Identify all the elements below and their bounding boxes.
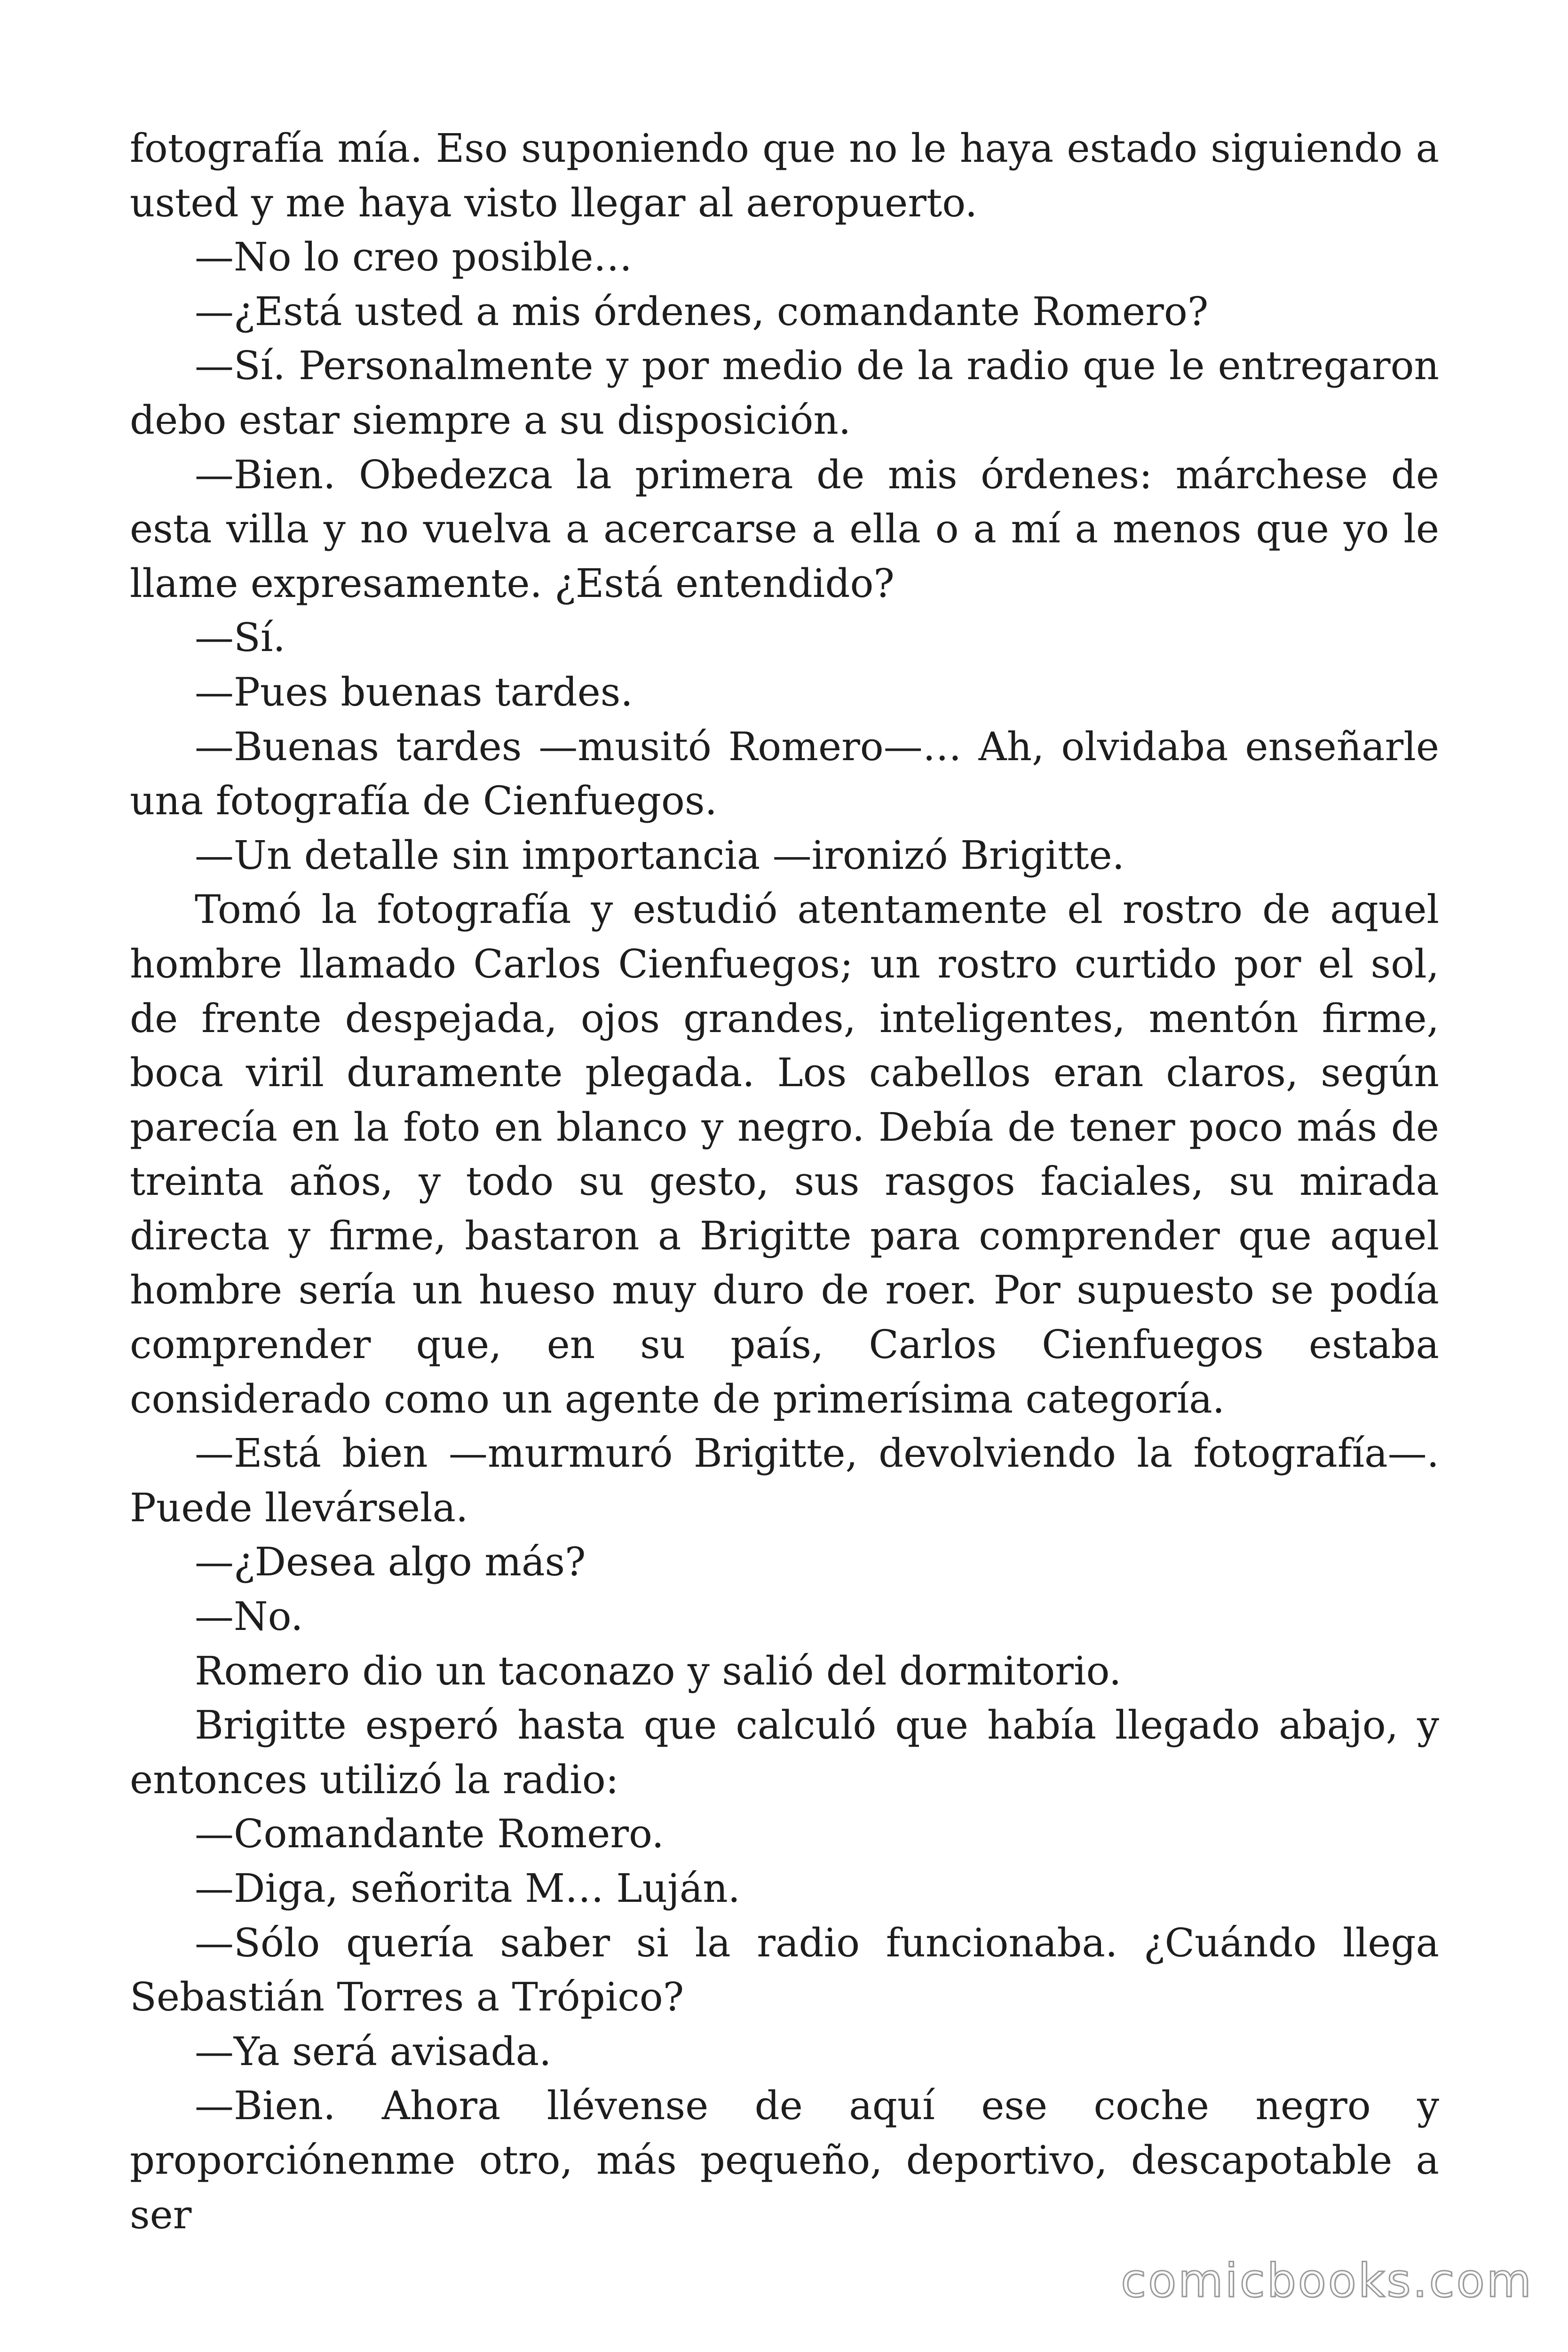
paragraph: Tomó la fotografía y estudió atentamente el rostro de aquel hombre llamado Carlos Cienfuegos; un rostro curtido por el sol, de frente despejada, ojos grandes, inteligentes, mentón firme, boca viril duramente plegada. Los cabellos eran claros, según parecía en la foto en blanco y negro. Debía de tener poco más de treinta años, y todo su gesto, sus rasgos faciales, su mirada directa y firme, bastaron a Brigitte para comprender que aquel hombre sería un hueso muy duro de roer. Por supuesto se podía comprender que, en su país, Carlos Cienfuegos estaba considerado como un agente de primerísima categoría. — [130, 887, 1439, 1422]
paragraph: —Buenas tardes —musitó Romero—… Ah, olvidaba enseñarle una fotografía de Cienfuegos. — [130, 723, 1439, 824]
paragraph: —Sí. — [195, 615, 285, 661]
book-page-text — [130, 121, 1439, 2242]
paragraph: —No. — [195, 1594, 303, 1640]
paragraph: —Bien. Ahora llévense de aquí ese coche negro y proporciónenme otro, más pequeño, deportivo, descapotable a ser — [130, 2083, 1439, 2238]
paragraph: —Un detalle sin importancia —ironizó Brigitte. — [195, 832, 1125, 878]
paragraph: —Sí. Personalmente y por medio de la radio que le entregaron debo estar siempre a su disposición. — [130, 343, 1439, 443]
paragraph: —Sólo quería saber si la radio funcionaba. ¿Cuándo llega Sebastián Torres a Trópico? — [130, 1920, 1439, 2020]
paragraph: —Ya será avisada. — [195, 2028, 552, 2074]
paragraph: Brigitte esperó hasta que calculó que había llegado abajo, y entonces utilizó la radio: — [130, 1702, 1439, 1803]
paragraph: —Comandante Romero. — [195, 1811, 664, 1857]
paragraph: fotografía mía. Eso suponiendo que no le haya estado siguiendo a usted y me haya visto llegar al aeropuerto. — [130, 126, 1439, 226]
paragraph: —Diga, señorita M… Luján. — [195, 1866, 741, 1911]
paragraph: —¿Desea algo más? — [195, 1539, 586, 1585]
paragraph: —¿Está usted a mis órdenes, comandante Romero? — [195, 288, 1209, 334]
paragraph: —No lo creo posible… — [195, 234, 633, 280]
paragraph: —Pues buenas tardes. — [195, 669, 633, 715]
watermark-logo: comicbooks.com — [1121, 2254, 1533, 2308]
paragraph: Romero dio un taconazo y salió del dormitorio. — [195, 1648, 1122, 1694]
paragraph: —Bien. Obedezca la primera de mis órdenes: márchese de esta villa y no vuelva a acercarse a ella o a mí a menos que yo le llame expresamente. ¿Está entendido? — [130, 452, 1439, 606]
paragraph: —Está bien —murmuró Brigitte, devolviendo la fotografía—. Puede llevársela. — [130, 1430, 1439, 1531]
